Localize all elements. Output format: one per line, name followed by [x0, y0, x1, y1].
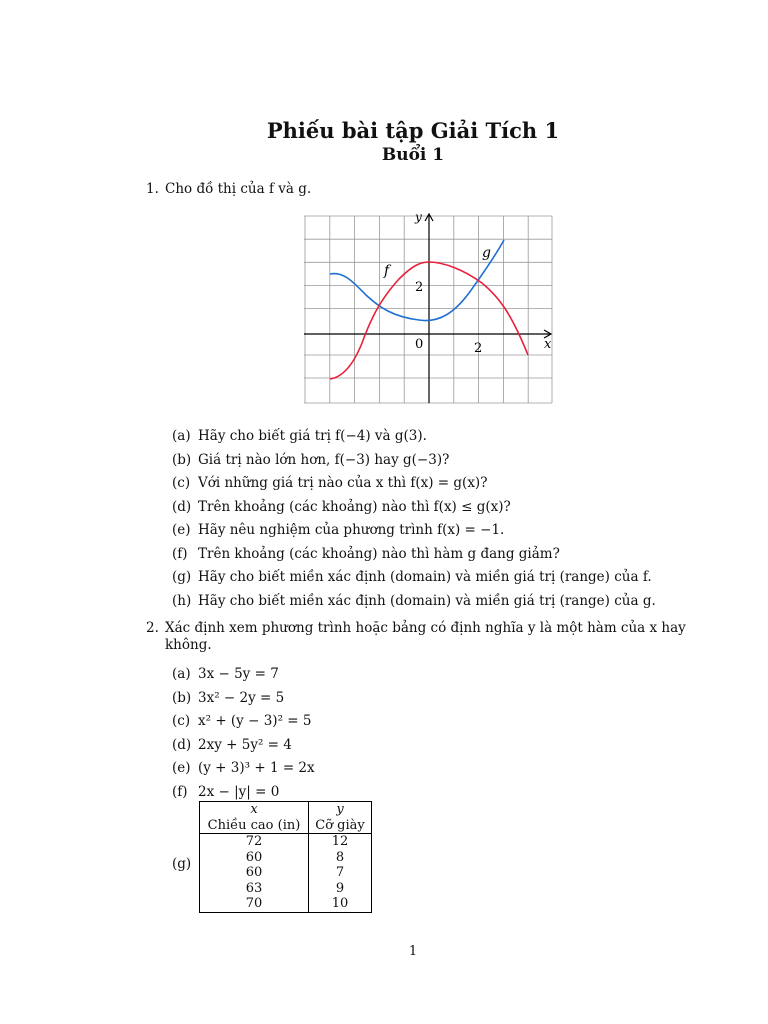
question-1-number: 1. [146, 181, 159, 197]
list-item: (d) Trên khoảng (các khoảng) nào thì f(x) ≤ g(x)? [172, 498, 511, 515]
question-2-text-line1: Xác định xem phương trình hoặc bảng có định nghĩa y là một hàm của x hay [165, 620, 686, 636]
list-item: (e) (y + 3)³ + 1 = 2x [172, 760, 315, 776]
table-cell: 63 [200, 881, 309, 897]
question-1-text: Cho đồ thị của f và g. [165, 181, 312, 197]
x-tick-label: 2 [474, 341, 483, 356]
table-cell: 12 [331, 834, 349, 849]
table-row [200, 850, 372, 866]
table-row [200, 834, 372, 850]
header-var-y: y [336, 802, 344, 817]
table-row [200, 896, 372, 912]
page-title: Phiếu bài tập Giải Tích 1 [266, 118, 560, 143]
list-item: (e) Hãy nêu nghiệm của phương trình f(x) = −1. [172, 522, 505, 538]
question-2-text-line2: không. [165, 637, 212, 653]
table-cell: 7 [335, 865, 345, 880]
list-item: (a) 3x − 5y = 7 [172, 666, 279, 682]
list-item: (b) 3x² − 2y = 5 [172, 689, 285, 706]
table-header-row [200, 802, 372, 818]
question-2-number: 2. [146, 620, 159, 636]
list-item: (f) 2x − |y| = 0 [172, 783, 280, 800]
f-label: f [384, 263, 390, 279]
header-var-x: x [200, 802, 309, 818]
list-item: (c) Với những giá trị nào của x thì f(x) = g(x)? [172, 475, 488, 491]
list-item: (g) Hãy cho biết miền xác định (domain) và miền giá trị (range) của f. [172, 569, 652, 585]
page-subtitle: Buổi 1 [381, 145, 445, 165]
list-item: (d) 2xy + 5y² = 4 [172, 736, 292, 753]
g-label: g [482, 245, 491, 261]
header-shoe-size: Cỡ giày [309, 818, 372, 834]
question-2-items [172, 666, 315, 807]
list-item: (h) Hãy cho biết miền xác định (domain) và miền giá trị (range) của g. [172, 592, 656, 609]
table-row [200, 881, 372, 897]
table-cell: 10 [331, 896, 349, 911]
list-item: (a) Hãy cho biết giá trị f(−4) và g(3). [172, 428, 427, 444]
list-item: (c) x² + (y − 3)² = 5 [172, 713, 312, 729]
list-item: (b) Giá trị nào lớn hơn, f(−3) hay g(−3)? [172, 451, 450, 468]
function-graph [304, 213, 554, 406]
table-cell: 72 [200, 834, 309, 850]
question-1-items [172, 428, 656, 616]
table-row [200, 865, 372, 881]
table-cell: 70 [200, 896, 309, 912]
table-cell: 9 [335, 880, 345, 896]
table-cell: 60 [200, 850, 309, 866]
table-item-label: (g) [172, 856, 192, 872]
header-height: Chiều cao (in) [200, 818, 309, 834]
y-axis-label: y [415, 213, 422, 224]
table-cell: 60 [200, 865, 309, 881]
height-shoe-size-table [199, 801, 372, 913]
origin-label: 0 [415, 337, 424, 352]
page-number: 1 [408, 944, 418, 959]
list-item: (f) Trên khoảng (các khoảng) nào thì hàm g đang giảm? [172, 545, 560, 562]
table-cell: 8 [335, 849, 345, 865]
table-header-row [200, 818, 372, 834]
x-axis-label: x [544, 337, 552, 352]
y-tick-label: 2 [415, 280, 424, 295]
